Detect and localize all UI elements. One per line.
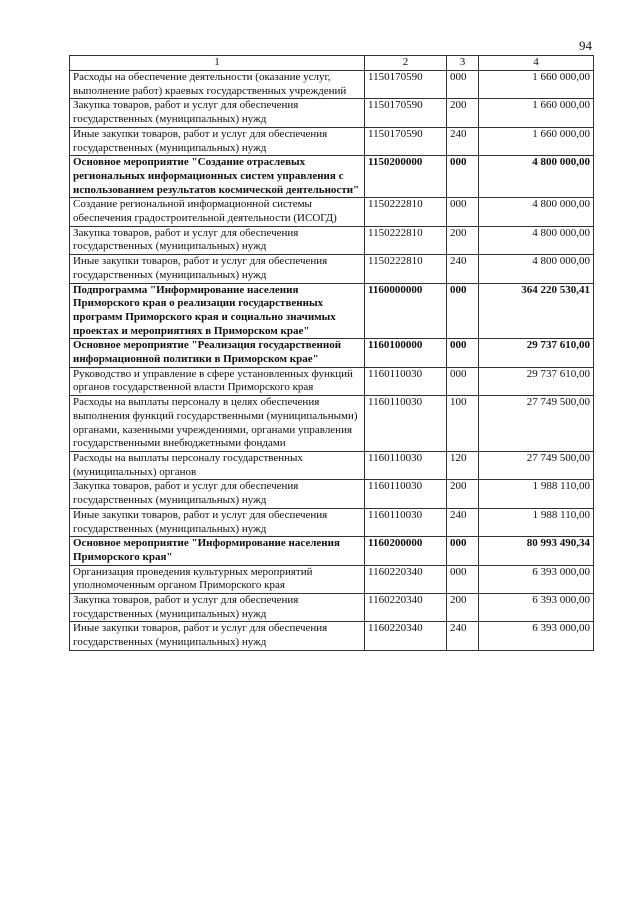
- row-amount: 4 800 000,00: [479, 198, 594, 226]
- table-row: [70, 622, 594, 650]
- row-amount: 6 393 000,00: [479, 594, 594, 622]
- row-code: 1150222810: [365, 255, 447, 283]
- row-amount: 4 800 000,00: [479, 226, 594, 254]
- row-description: Подпрограмма "Информирование населения Приморского края о реализации государственных программ Приморского края и социально значимых проектах и мероприятиях в Приморском крае": [70, 283, 365, 339]
- row-type: 240: [447, 622, 479, 650]
- row-amount: 29 737 610,00: [479, 367, 594, 395]
- row-description: Руководство и управление в сфере установленных функций органов государственной власти Приморского края: [70, 367, 365, 395]
- table-row: [70, 99, 594, 127]
- table-row: [70, 198, 594, 226]
- row-code: 1160110030: [365, 480, 447, 508]
- row-description: Основное мероприятие "Информирование населения Приморского края": [70, 537, 365, 565]
- row-type: 000: [447, 339, 479, 367]
- table-header-row: [70, 56, 594, 71]
- row-code: 1150200000: [365, 156, 447, 198]
- row-code: 1160000000: [365, 283, 447, 339]
- row-type: 000: [447, 537, 479, 565]
- row-description: Иные закупки товаров, работ и услуг для обеспечения государственных (муниципальных) нужд: [70, 255, 365, 283]
- row-code: 1160220340: [365, 565, 447, 593]
- column-header-4: 4: [479, 56, 594, 71]
- column-header-2: 2: [365, 56, 447, 71]
- table-row: [70, 127, 594, 155]
- budget-table: [69, 55, 594, 651]
- row-type: 000: [447, 565, 479, 593]
- row-code: 1150170590: [365, 127, 447, 155]
- row-description: Основное мероприятие "Создание отраслевых региональных информационных систем управления с использованием результатов космической деятельности": [70, 156, 365, 198]
- row-type: 200: [447, 480, 479, 508]
- table-row: [70, 71, 594, 99]
- row-amount: 1 988 110,00: [479, 508, 594, 536]
- table-row: [70, 594, 594, 622]
- row-type: 000: [447, 367, 479, 395]
- table-row: [70, 451, 594, 479]
- row-code: 1160220340: [365, 622, 447, 650]
- row-type: 240: [447, 255, 479, 283]
- row-description: Иные закупки товаров, работ и услуг для обеспечения государственных (муниципальных) нужд: [70, 127, 365, 155]
- column-header-3: 3: [447, 56, 479, 71]
- row-code: 1150170590: [365, 99, 447, 127]
- row-amount: 29 737 610,00: [479, 339, 594, 367]
- row-amount: 364 220 530,41: [479, 283, 594, 339]
- row-description: Организация проведения культурных мероприятий уполномоченным органом Приморского края: [70, 565, 365, 593]
- row-amount: 4 800 000,00: [479, 255, 594, 283]
- table-row: [70, 565, 594, 593]
- row-description: Расходы на обеспечение деятельности (оказание услуг, выполнение работ) краевых государственных учреждений: [70, 71, 365, 99]
- table-row: [70, 396, 594, 452]
- row-type: 000: [447, 156, 479, 198]
- row-type: 000: [447, 283, 479, 339]
- row-amount: 1 988 110,00: [479, 480, 594, 508]
- row-code: 1160110030: [365, 396, 447, 452]
- row-type: 000: [447, 71, 479, 99]
- row-type: 200: [447, 226, 479, 254]
- row-type: 000: [447, 198, 479, 226]
- row-amount: 1 660 000,00: [479, 127, 594, 155]
- row-amount: 6 393 000,00: [479, 622, 594, 650]
- row-description: Закупка товаров, работ и услуг для обеспечения государственных (муниципальных) нужд: [70, 594, 365, 622]
- row-description: Создание региональной информационной системы обеспечения градостроительной деятельности (ИСОГД): [70, 198, 365, 226]
- row-description: Закупка товаров, работ и услуг для обеспечения государственных (муниципальных) нужд: [70, 480, 365, 508]
- table-row: [70, 480, 594, 508]
- row-description: Иные закупки товаров, работ и услуг для обеспечения государственных (муниципальных) нужд: [70, 622, 365, 650]
- row-amount: 27 749 500,00: [479, 396, 594, 452]
- row-description: Закупка товаров, работ и услуг для обеспечения государственных (муниципальных) нужд: [70, 99, 365, 127]
- row-type: 120: [447, 451, 479, 479]
- table-row: [70, 508, 594, 536]
- row-amount: 1 660 000,00: [479, 99, 594, 127]
- row-code: 1160220340: [365, 594, 447, 622]
- row-code: 1160110030: [365, 367, 447, 395]
- row-code: 1150222810: [365, 226, 447, 254]
- table-row: [70, 339, 594, 367]
- row-description: Расходы на выплаты персоналу в целях обеспечения выполнения функций государственными (муниципальными) органами, казенными учреждениями, органами управления государственными внебюджетными фондами: [70, 396, 365, 452]
- table-row: [70, 226, 594, 254]
- table-row: [70, 156, 594, 198]
- row-type: 100: [447, 396, 479, 452]
- table-row: [70, 283, 594, 339]
- table-row: [70, 537, 594, 565]
- table-row: [70, 367, 594, 395]
- column-header-1: 1: [70, 56, 365, 71]
- row-type: 200: [447, 594, 479, 622]
- row-code: 1160200000: [365, 537, 447, 565]
- row-amount: 27 749 500,00: [479, 451, 594, 479]
- row-description: Закупка товаров, работ и услуг для обеспечения государственных (муниципальных) нужд: [70, 226, 365, 254]
- row-amount: 4 800 000,00: [479, 156, 594, 198]
- row-type: 200: [447, 99, 479, 127]
- row-code: 1150222810: [365, 198, 447, 226]
- row-description: Основное мероприятие "Реализация государственной информационной политики в Приморском крае": [70, 339, 365, 367]
- row-type: 240: [447, 508, 479, 536]
- table-row: [70, 255, 594, 283]
- row-description: Расходы на выплаты персоналу государственных (муниципальных) органов: [70, 451, 365, 479]
- row-amount: 80 993 490,34: [479, 537, 594, 565]
- row-description: Иные закупки товаров, работ и услуг для обеспечения государственных (муниципальных) нужд: [70, 508, 365, 536]
- row-amount: 1 660 000,00: [479, 71, 594, 99]
- row-code: 1150170590: [365, 71, 447, 99]
- page-number: 94: [579, 38, 592, 53]
- row-code: 1160100000: [365, 339, 447, 367]
- row-code: 1160110030: [365, 508, 447, 536]
- row-type: 240: [447, 127, 479, 155]
- row-amount: 6 393 000,00: [479, 565, 594, 593]
- row-code: 1160110030: [365, 451, 447, 479]
